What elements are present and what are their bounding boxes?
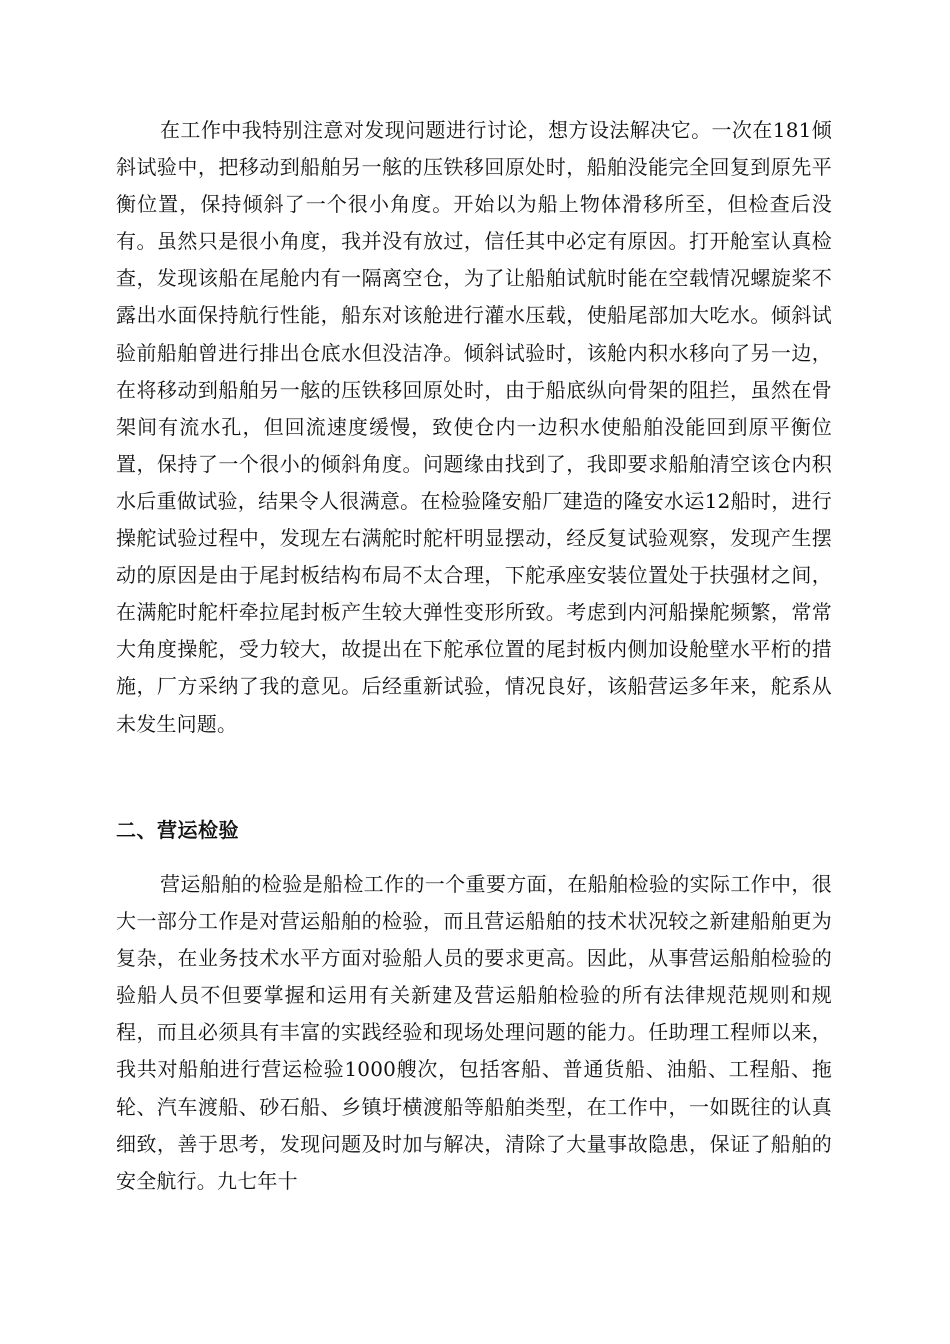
body-paragraph-operation-survey: 营运船舶的检验是船检工作的一个重要方面，在船舶检验的实际工作中，很大一部分工作是对营运船舶的检验，而且营运船舶的技术状况较之新建船舶更为复杂，在业务技术水平方面对验船人员的要求更高。因此，从事营运船舶检验的验船人员不但要掌握和运用有关新建及营运船舶检验的所有法律规范规则和规程，而且必须具有丰富的实践经验和现场处理问题的能力。任助理工程师以来，我共对船舶进行营运检验1000艘次，包括客船、普通货船、油船、工程船、拖轮、汽车渡船、砂石船、乡镇圩横渡船等船舶类型，在工作中，一如既往的认真细致，善于思考，发现问题及时加与解决，清除了大量事故隐患，保证了船舶的安全航行。九七年十 [116, 872, 832, 1193]
section-heading-operation-survey: 二、营运检验 [116, 818, 239, 842]
body-paragraph-inclining-test: 在工作中我特别注意对发现问题进行讨论，想方设法解决它。一次在181倾斜试验中，把移动到船舶另一舷的压铁移回原处时，船舶没能完全回复到原先平衡位置，保持倾斜了一个很小角度。开始以为船上物体滑移所至，但检查后没有。虽然只是很小角度，我并没有放过，信任其中必定有原因。打开舱室认真检查，发现该船在尾舱内有一隔离空仓，为了让船舶试航时能在空载情况螺旋桨不露出水面保持航行性能，船东对该舱进行灌水压载，使船尾部加大吃水。倾斜试验前船舶曾进行排出仓底水但没洁净。倾斜试验时，该舱内积水移向了另一边，在将移动到船舶另一舷的压铁移回原处时，由于船底纵向骨架的阻拦，虽然在骨架间有流水孔，但回流速度缓慢，致使仓内一边积水使船舶没能回到原平衡位置，保持了一个很小的倾斜角度。问题缘由找到了，我即要求船舶清空该仓内积水后重做试验，结果令人很满意。在检验隆安船厂建造的隆安水运12船时，进行操舵试验过程中，发现左右满舵时舵杆明显摆动，经反复试验观察，发现产生摆动的原因是由于尾封板结构布局不太合理，下舵承座安装位置处于扶强材之间，在满舵时舵杆牵拉尾封板产生较大弹性变形所致。考虑到内河船操舵频繁，常常大角度操舵，受力较大，故提出在下舵承位置的尾封板内侧加设舱壁水平桁的措施，厂方采纳了我的意见。后经重新试验，情况良好，该船营运多年来，舵系从未发生问题。 [116, 118, 832, 736]
